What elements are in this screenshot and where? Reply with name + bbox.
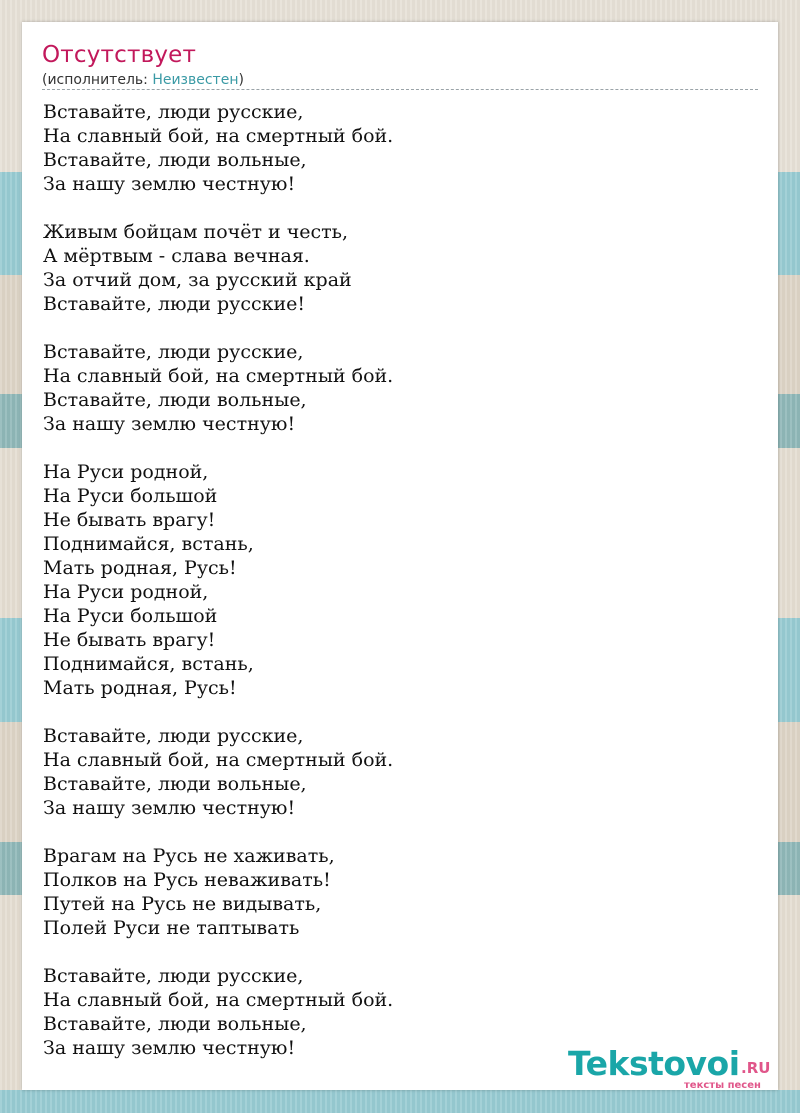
lyric-line: Вставайте, люди русские, — [43, 965, 304, 987]
lyrics-card — [22, 22, 778, 1090]
lyric-line: Вставайте, люди русские, — [43, 725, 304, 747]
stanza — [43, 844, 743, 940]
lyric-line: Вставайте, люди русские, — [43, 341, 304, 363]
lyric-line: Путей на Русь не видывать, — [43, 893, 322, 915]
lyric-line: На Руси родной, — [43, 461, 209, 483]
lyric-line: Поднимайся, встань, — [43, 653, 254, 675]
lyric-line: На Руси большой — [43, 605, 218, 627]
lyric-line: Полей Руси не таптывать — [43, 917, 300, 939]
stanza — [43, 340, 743, 436]
lyric-line: Полков на Русь неваживать! — [43, 869, 331, 891]
lyric-line: За нашу землю честную! — [43, 1037, 296, 1059]
lyric-line: Вставайте, люди вольные, — [43, 389, 307, 411]
lyric-line: Мать родная, Русь! — [43, 677, 237, 699]
lyric-line: Врагам на Русь не хаживать, — [43, 845, 335, 867]
lyric-line: За нашу землю честную! — [43, 173, 296, 195]
lyric-line: На славный бой, на смертный бой. — [43, 749, 394, 771]
artist-prefix: (исполнитель: — [42, 72, 153, 88]
lyric-line: Поднимайся, встань, — [43, 533, 254, 555]
stanza — [43, 724, 743, 820]
lyric-line: За нашу землю честную! — [43, 413, 296, 435]
lyric-line: Вставайте, люди русские! — [43, 293, 306, 315]
lyric-line: Не бывать врагу! — [43, 509, 216, 531]
lyric-line: Вставайте, люди русские, — [43, 101, 304, 123]
logo-name: Tekstovoi — [568, 1044, 740, 1083]
stanza — [43, 220, 743, 316]
logo-tld: .RU — [741, 1059, 771, 1077]
lyrics-body — [43, 100, 743, 1084]
lyric-line: Вставайте, люди вольные, — [43, 773, 307, 795]
lyric-line: За отчий дом, за русский край — [43, 269, 352, 291]
lyric-line: Живым бойцам почёт и честь, — [43, 221, 349, 243]
lyric-line: Не бывать врагу! — [43, 629, 216, 651]
lyric-line: Вставайте, люди вольные, — [43, 149, 307, 171]
stanza — [43, 460, 743, 700]
lyric-line: На славный бой, на смертный бой. — [43, 365, 394, 387]
lyric-line: Вставайте, люди вольные, — [43, 1013, 307, 1035]
lyric-line: На славный бой, на смертный бой. — [43, 125, 394, 147]
lyric-line: На славный бой, на смертный бой. — [43, 989, 394, 1011]
artist-line — [42, 72, 244, 88]
lyric-line: А мёртвым - слава вечная. — [43, 245, 310, 267]
lyric-line: За нашу землю честную! — [43, 797, 296, 819]
site-logo[interactable] — [568, 1044, 778, 1090]
lyric-line: На Руси родной, — [43, 581, 209, 603]
logo-tagline: тексты песен — [684, 1080, 761, 1091]
artist-suffix: ) — [238, 72, 244, 88]
song-title: Отсутствует — [42, 42, 197, 68]
lyric-line: Мать родная, Русь! — [43, 557, 237, 579]
title-divider — [42, 89, 758, 90]
stanza — [43, 100, 743, 196]
lyric-line: На Руси большой — [43, 485, 218, 507]
artist-link[interactable]: Неизвестен — [152, 72, 239, 88]
